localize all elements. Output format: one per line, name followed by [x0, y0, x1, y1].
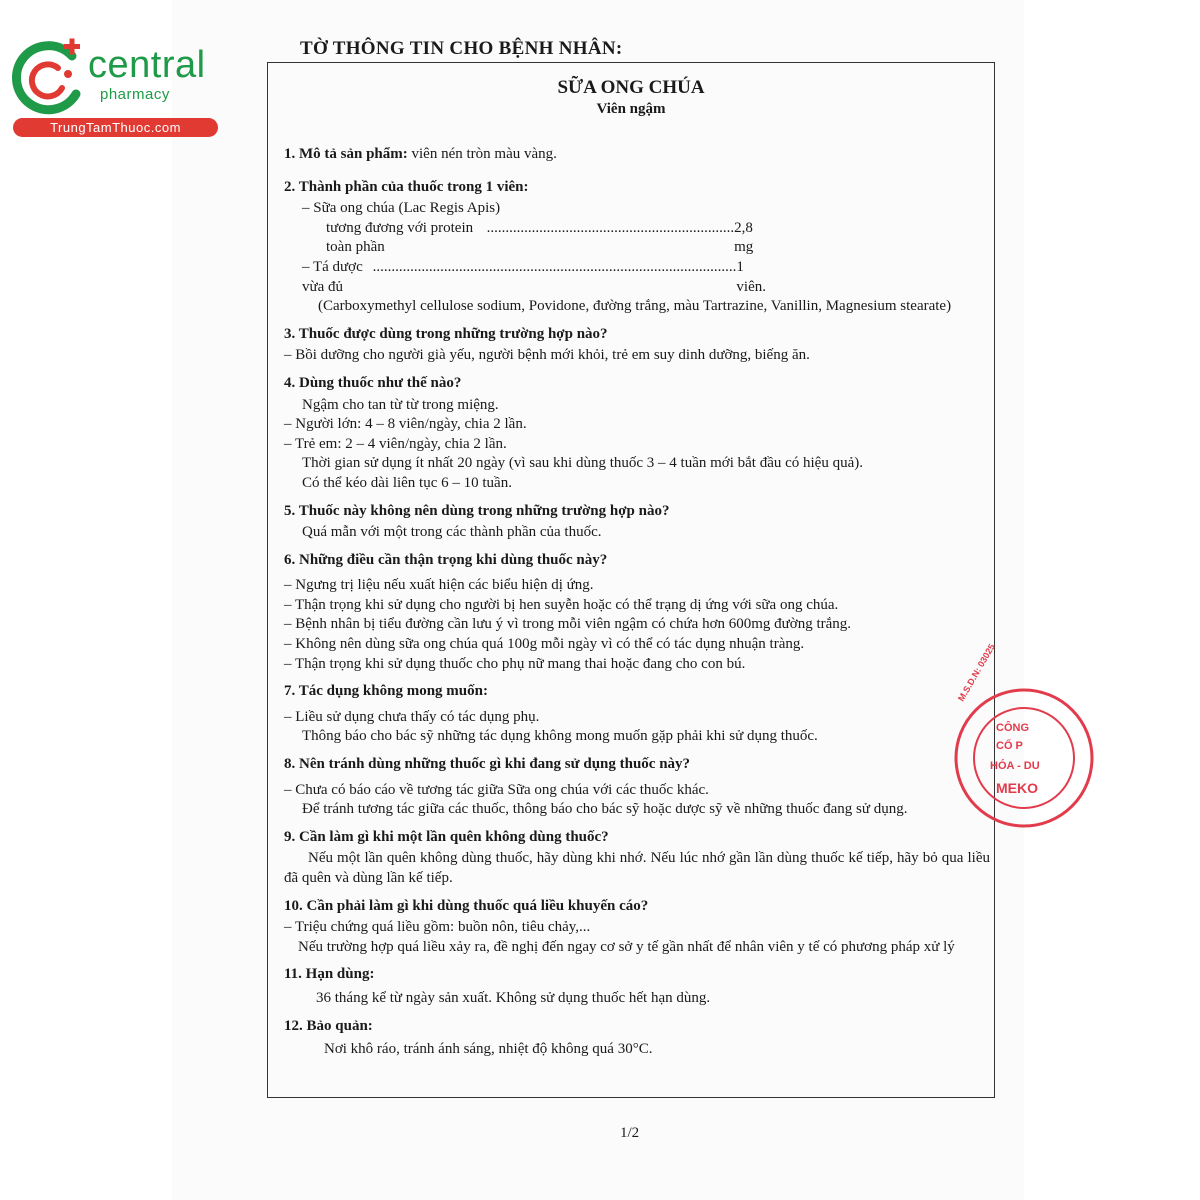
- central-pharmacy-logo: [8, 36, 218, 136]
- section-line: Nếu trường hợp quá liều xảy ra, đề nghị đến ngay cơ sở y tế gần nhất để nhân viên y tế có phương pháp xử lý: [298, 938, 955, 955]
- stamp-line: CÔNG: [996, 722, 1029, 734]
- leaflet-header: TỜ THÔNG TIN CHO BỆNH NHÂN:: [300, 38, 623, 59]
- excipients-list: (Carboxymethyl cellulose sodium, Povidone, đường trắng, màu Tartrazine, Vanillin, Magnesium stearate): [318, 298, 952, 315]
- company-stamp: [946, 642, 1046, 828]
- section-contraindications: [284, 502, 990, 543]
- section-title: 3. Thuốc được dùng trong những trường hợp nào?: [284, 325, 608, 342]
- section-line: Quá mẫn với một trong các thành phần của thuốc.: [302, 524, 602, 541]
- section-precautions: [284, 551, 990, 675]
- section-title: 6. Những điều cần thận trọng khi dùng thuốc này?: [284, 551, 608, 568]
- section-line: – Chưa có báo cáo về tương tác giữa Sữa ong chúa với các thuốc khác.: [284, 781, 709, 798]
- composition-value: 2,8 mg: [734, 219, 754, 256]
- section-title: 5. Thuốc này không nên dùng trong những trường hợp nào?: [284, 502, 670, 519]
- stamp-ring-icon: [946, 688, 1046, 828]
- section-line: Thời gian sử dụng ít nhất 20 ngày (vì sau khi dùng thuốc 3 – 4 tuần mới bắt đầu có hiệu quả).: [302, 455, 863, 472]
- page-number: 1/2: [620, 1125, 640, 1141]
- stamp-line: MEKO: [996, 780, 1038, 796]
- section-composition: [284, 178, 990, 317]
- section-description: [284, 145, 990, 165]
- section-title: 2. Thành phần của thuốc trong 1 viên:: [284, 178, 529, 195]
- pharmacy-cross-icon: [10, 38, 90, 118]
- section-side-effects: [284, 682, 990, 747]
- section-line: Có thể kéo dài liên tục 6 – 10 tuần.: [302, 474, 512, 491]
- section-shelf-life: [284, 965, 990, 1008]
- section-line: – Bệnh nhân bị tiểu đường cần lưu ý vì trong mỗi viên ngậm có chứa hơn 600mg đường trắng.: [284, 616, 852, 633]
- section-line: – Thận trọng khi sử dụng thuốc cho phụ nữ mang thai hoặc đang cho con bú.: [284, 655, 746, 672]
- logo-url-bar: TrungTamThuoc.com: [13, 118, 218, 137]
- section-line: – Ngưng trị liệu nếu xuất hiện các biểu hiện dị ứng.: [284, 577, 594, 594]
- leader-dots: ..................................................................: [486, 219, 735, 236]
- section-line: Nếu một lần quên không dùng thuốc, hãy dùng khi nhớ. Nếu lúc nhớ gần lần dùng thuốc kế tiếp, hãy bỏ qua liều đã quên và dùng lần kế tiếp.: [284, 850, 990, 886]
- section-line: – Không nên dùng sữa ong chúa quá 100g mỗi ngày vì có thể có tác dụng nhuận tràng.: [284, 636, 805, 653]
- leader-dots: .................................................................................................: [372, 258, 737, 275]
- section-title: 10. Cần phải làm gì khi dùng thuốc quá liều khuyến cáo?: [284, 897, 649, 914]
- section-title: 8. Nên tránh dùng những thuốc gì khi đang sử dụng thuốc này?: [284, 756, 691, 773]
- section-line: Ngậm cho tan từ từ trong miệng.: [302, 396, 499, 413]
- stamp-ring-text: M.S.D.N: 03025: [956, 642, 997, 703]
- stamp-line: HÓA - DU: [990, 760, 1040, 772]
- product-title: SỮA ONG CHÚA: [557, 77, 705, 98]
- section-line: 36 tháng kể từ ngày sản xuất. Không sử dụng thuốc hết hạn dùng.: [316, 989, 711, 1006]
- composition-line: [284, 219, 766, 258]
- section-title: 1. Mô tả sản phẩm:: [284, 146, 408, 162]
- section-title: 7. Tác dụng không mong muốn:: [284, 683, 488, 700]
- section-overdose: [284, 897, 990, 958]
- section-line: – Bồi dưỡng cho người già yếu, người bệnh mới khỏi, trẻ em suy dinh dưỡng, biếng ăn.: [284, 347, 810, 364]
- section-title: 12. Bảo quản:: [284, 1017, 373, 1034]
- section-line: – Liều sử dụng chưa thấy có tác dụng phụ.: [284, 708, 540, 725]
- section-line: – Triệu chứng quá liều gồm: buồn nôn, tiêu chảy,...: [284, 919, 591, 936]
- section-text: viên nén tròn màu vàng.: [407, 146, 557, 162]
- product-subtitle: Viên ngậm: [596, 101, 666, 117]
- section-storage: [284, 1017, 990, 1060]
- section-line: Để tránh tương tác giữa các thuốc, thông báo cho bác sỹ hoặc dược sỹ về những thuốc đang sử dụng.: [302, 801, 908, 818]
- stamp-line: CỔ P: [996, 740, 1023, 752]
- logo-name: central: [88, 44, 206, 86]
- leaflet-frame: [267, 62, 995, 1098]
- leaflet-body: [284, 145, 990, 1068]
- composition-label: tương đương với protein toàn phần: [326, 219, 474, 256]
- section-title: 4. Dùng thuốc như thế nào?: [284, 374, 462, 391]
- section-line: Thông báo cho bác sỹ những tác dụng không mong muốn gặp phải khi sử dụng thuốc.: [302, 728, 818, 745]
- composition-label: – Tá dược vừa đủ: [302, 258, 363, 295]
- composition-line: – Sữa ong chúa (Lac Regis Apis): [302, 200, 501, 217]
- section-interactions: [284, 755, 990, 820]
- section-line: – Thận trọng khi sử dụng cho người bị hen suyễn hoặc có thể trạng dị ứng với sữa ong chúa.: [284, 596, 839, 613]
- section-title: 11. Hạn dùng:: [284, 966, 375, 983]
- composition-value: 1 viên.: [736, 258, 766, 295]
- composition-line: [284, 258, 766, 297]
- section-missed-dose: [284, 828, 990, 889]
- section-indications: [284, 325, 990, 366]
- section-line: Nơi khô ráo, tránh ánh sáng, nhiệt độ không quá 30°C.: [324, 1041, 653, 1058]
- section-line: – Trẻ em: 2 – 4 viên/ngày, chia 2 lần.: [284, 435, 507, 452]
- section-line: – Người lớn: 4 – 8 viên/ngày, chia 2 lần.: [284, 416, 527, 433]
- section-title: 9. Cần làm gì khi một lần quên không dùng thuốc?: [284, 828, 609, 845]
- section-dosage: [284, 374, 990, 494]
- logo-subtitle: pharmacy: [100, 86, 170, 103]
